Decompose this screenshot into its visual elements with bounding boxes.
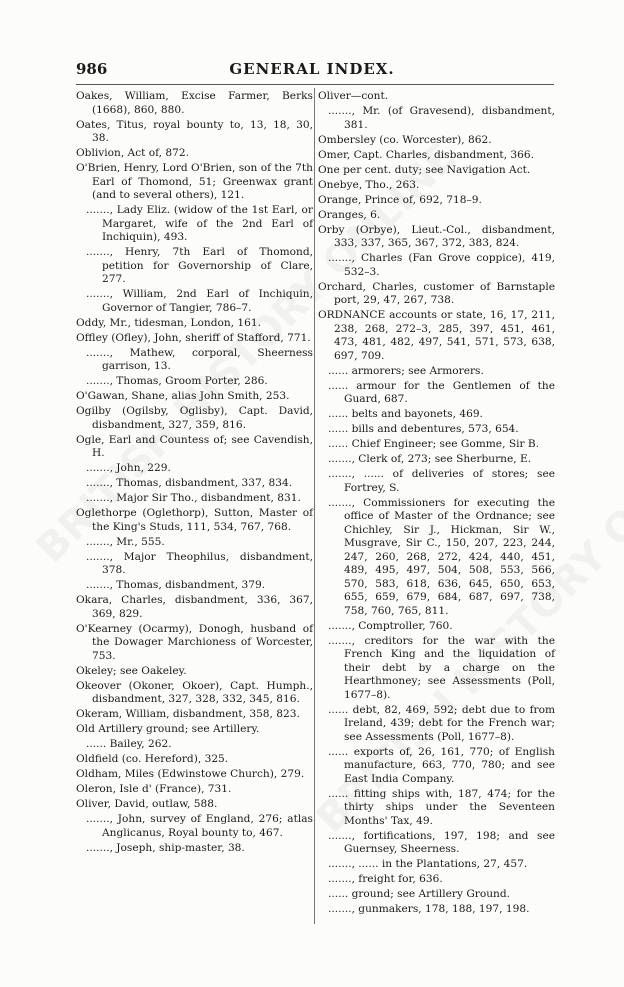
index-entry: ......., John, survey of England, 276; atlas Anglicanus, Royal bounty to, 467.	[86, 813, 313, 839]
index-entry: Oglethorpe (Oglethorp), Sutton, Master of the King's Studs, 111, 534, 767, 768.	[76, 507, 313, 533]
index-entry: ......., Comptroller, 760.	[328, 619, 453, 632]
header-rule	[76, 84, 554, 85]
index-entry: ......., Lady Eliz. (widow of the 1st Earl, or Margaret, wife of the 2nd Earl of Inchiquin), 493.	[86, 204, 313, 243]
index-entry: Oranges, 6.	[318, 208, 381, 221]
index-entry: ...... exports of, 26, 161, 770; of English manufacture, 663, 770, 780; and see East India Company.	[328, 745, 555, 785]
index-entry: ...... armour for the Gentlemen of the Guard, 687.	[328, 379, 555, 405]
index-entry: Omer, Capt. Charles, disbandment, 366.	[318, 148, 534, 161]
index-entry: ......., Mr. (of Gravesend), disbandment, 381.	[328, 105, 555, 131]
index-column-left	[76, 90, 313, 857]
index-entry: ...... debt, 82, 469, 592; debt due to from Ireland, 439; debt for the French war; see Assessments (Poll, 1677–8).	[328, 703, 555, 743]
index-entry: ......., Clerk of, 273; see Sherburne, E.	[328, 453, 532, 465]
index-entry: Orchard, Charles, customer of Barnstaple port, 29, 47, 267, 738.	[318, 280, 555, 306]
index-entry: Oleron, Isle d' (France), 731.	[76, 783, 232, 795]
index-entry: Ombersley (co. Worcester), 862.	[318, 133, 492, 146]
index-entry: ......., Major Sir Tho., disbandment, 831.	[86, 492, 301, 504]
index-entry: O'Kearney (Ocarmy), Donogh, husband of the Dowager Marchioness of Worcester, 753.	[76, 622, 313, 662]
index-entry: One per cent. duty; see Navigation Act.	[318, 163, 531, 176]
index-entry: Oliver, David, outlaw, 588.	[76, 798, 218, 810]
page-title: GENERAL INDEX.	[229, 60, 395, 78]
index-column-right	[318, 90, 555, 918]
index-entry: ORDNANCE accounts or state, 16, 17, 211, 238, 268, 272–3, 285, 397, 451, 461, 473, 481, 482, 497, 541, 571, 573, 638, 697, 709.	[318, 309, 555, 362]
index-entry: Old Artillery ground; see Artillery.	[76, 723, 260, 735]
index-entry: Orange, Prince of, 692, 718–9.	[318, 193, 482, 206]
index-entry: ......., Mathew, corporal, Sheerness garrison, 13.	[86, 346, 313, 372]
index-entry: Okeley; see Oakeley.	[76, 664, 187, 677]
index-entry: Oldham, Miles (Edwinstowe Church), 279.	[76, 768, 305, 780]
index-entry: ......., Henry, 7th Earl of Thomond, petition for Governorship of Clare, 277.	[86, 246, 313, 285]
index-entry: ...... bills and debentures, 573, 654.	[328, 423, 519, 435]
index-entry: ......., gunmakers, 178, 188, 197, 198.	[328, 903, 530, 915]
index-entry: Oldfield (co. Hereford), 325.	[76, 753, 229, 765]
index-entry: ......., freight for, 636.	[328, 873, 443, 885]
index-entry: ......., John, 229.	[86, 462, 171, 474]
index-entry: Onebye, Tho., 263.	[318, 178, 420, 191]
index-entry: ......., Thomas, disbandment, 379.	[86, 579, 266, 591]
index-entry: ......., Thomas, disbandment, 337, 834.	[86, 477, 293, 489]
index-entry: Orby (Orbye), Lieut.-Col., disbandment, 333, 337, 365, 367, 372, 383, 824.	[318, 223, 555, 249]
index-entry: Ogle, Earl and Countess of; see Cavendish, H.	[76, 433, 313, 459]
index-entry: ......., Joseph, ship-master, 38.	[86, 841, 245, 854]
index-entry: ...... Bailey, 262.	[86, 738, 172, 750]
index-entry: Oates, Titus, royal bounty to, 13, 18, 30, 38.	[76, 118, 313, 144]
index-entry: O'Brien, Henry, Lord O'Brien, son of the 7th Earl of Thomond, 51; Greenwax grant (and to several others), 121.	[76, 162, 313, 201]
index-entry: Okara, Charles, disbandment, 336, 367, 369, 829.	[76, 594, 313, 620]
index-entry: Okeover (Okoner, Okoer), Capt. Humph., disbandment, 327, 328, 332, 345, 816.	[76, 679, 313, 705]
index-entry: ......., creditors for the war with the French King and the liquidation of their debt by a charge on the Hearthmoney; see Assessments (Poll, 1677–8).	[328, 634, 555, 701]
index-entry: ...... Chief Engineer; see Gomme, Sir B.	[328, 438, 540, 450]
index-entry: ......., ...... in the Plantations, 27, 457.	[328, 858, 528, 870]
page-number: 986	[76, 60, 108, 78]
index-entry: ......., fortifications, 197, 198; and see Guernsey, Sheerness.	[328, 829, 555, 855]
index-entry: ...... ground; see Artillery Ground.	[328, 888, 511, 900]
index-entry: Ogilby (Ogilsby, Oglisby), Capt. David, disbandment, 327, 359, 816.	[76, 405, 313, 431]
column-divider	[314, 88, 315, 924]
index-entry: Oblivion, Act of, 872.	[76, 147, 190, 159]
index-entry: Offley (Ofley), John, sheriff of Stafford, 771.	[76, 331, 311, 344]
index-entry: ......., William, 2nd Earl of Inchiquin, Governor of Tangier, 786–7.	[86, 288, 313, 314]
index-entry: ......., Charles (Fan Grove coppice), 419, 532–3.	[328, 252, 555, 278]
index-entry: Oakes, William, Excise Farmer, Berks (1668), 860, 880.	[76, 90, 313, 116]
index-entry: Okeram, William, disbandment, 358, 823.	[76, 708, 300, 720]
index-entry: ......., Thomas, Groom Porter, 286.	[86, 375, 268, 387]
index-entry: ......., Commissioners for executing the office of Master of the Ordnance; see Chichley, Sir J., Hickman, Sir W., Musgrave, Sir C., 150, 207, 223, 244, 247, 260, 268, 272, 424, 440, 451, 489, 495, 497, 504, 508, 553, 566, 570, 583, 618, 636, 645, 650, 653, 655, 659, 679, 684, 687, 697, 738, 758, 760, 765, 811.	[328, 496, 555, 617]
index-entry: ...... fitting ships with, 187, 474; for the thirty ships under the Seventeen Months' Tax, 49.	[328, 787, 555, 827]
index-entry: ...... belts and bayonets, 469.	[328, 408, 483, 420]
index-entry: ......., Mr., 555.	[86, 535, 165, 548]
index-entry: ......., ...... of deliveries of stores; see Fortrey, S.	[328, 468, 555, 494]
index-entry: O'Gawan, Shane, alias John Smith, 253.	[76, 390, 290, 402]
index-entry: Oddy, Mr., tidesman, London, 161.	[76, 316, 262, 329]
index-entry: Oliver—cont.	[318, 90, 389, 102]
index-entry: ......., Major Theophilus, disbandment, 378.	[86, 550, 313, 576]
index-entry: ...... armorers; see Armorers.	[328, 364, 484, 377]
